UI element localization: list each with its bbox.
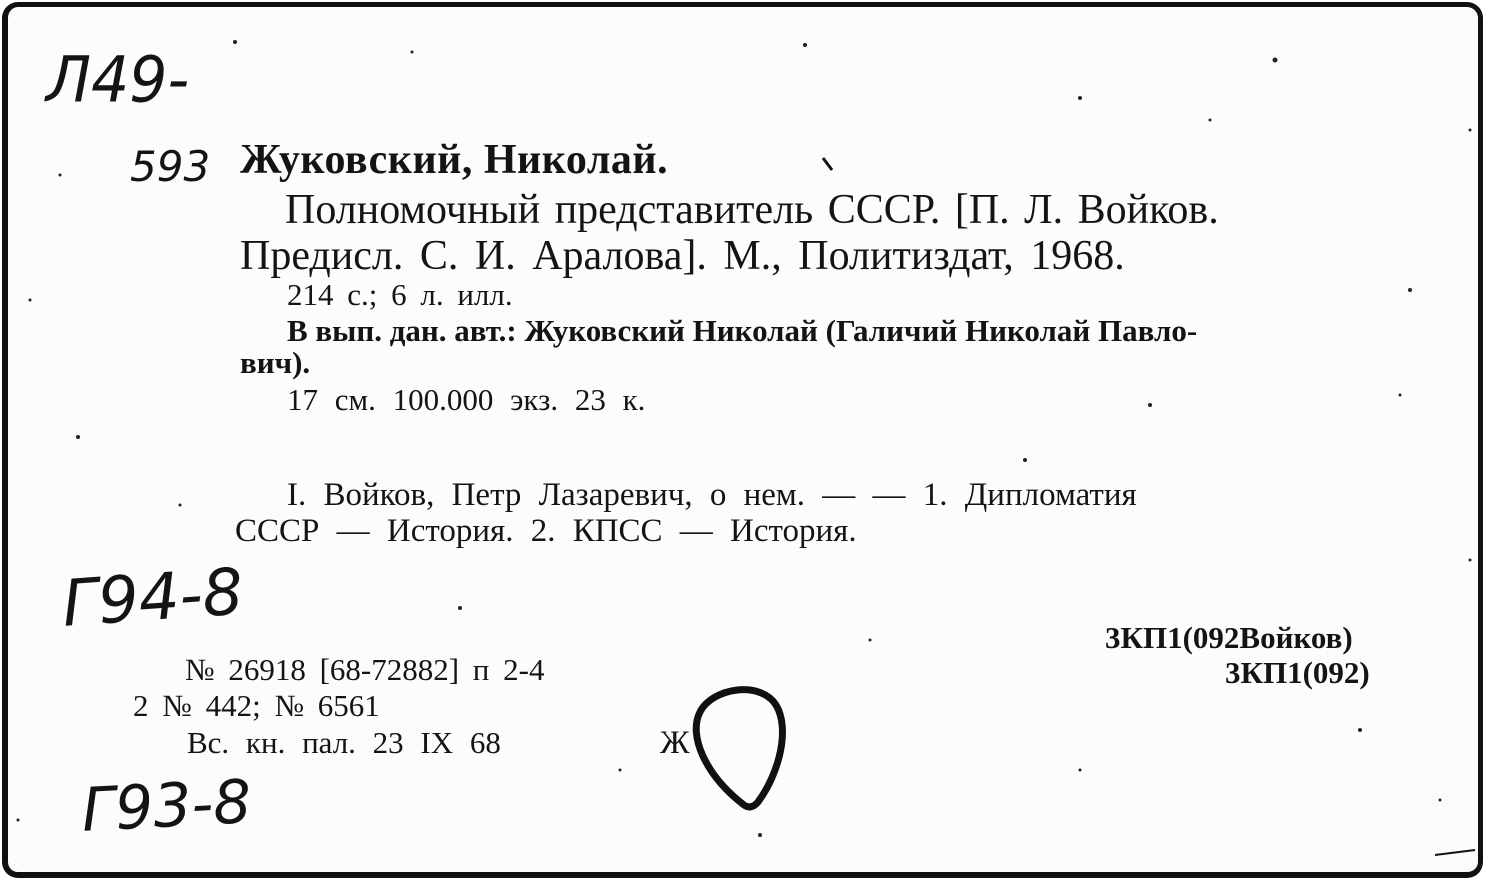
subject-headings-line-1: I. Войков, Петр Лазаревич, о нем. — — 1. Дипломатия [287, 477, 1137, 513]
publication-date: Вс. кн. пал. 23 IX 68 [187, 725, 501, 760]
collation: 214 с.; 6 л. илл. [287, 277, 513, 312]
author-note-line-2: вич). [240, 345, 311, 380]
size-and-price: 17 см. 100.000 экз. 23 к. [287, 382, 646, 417]
handwritten-mark-2: Г93-8 [80, 767, 254, 846]
hand-drawn-loop-icon [696, 690, 782, 807]
handwritten-mark-1: Г94-8 [60, 555, 246, 642]
imprint-line: Предисл. С. И. Аралова]. М., Политиздат, 1968. [240, 233, 1125, 279]
author-heading: Жуковский, Николай. [240, 137, 669, 183]
stamp-letter: Ж [660, 725, 690, 761]
classification-code-1: 3КП1(092Войков) [1105, 620, 1353, 655]
subject-headings-line-2: СССР — История. 2. КПСС — История. [235, 513, 857, 549]
copy-numbers: 2 № 442; № 6561 [133, 688, 380, 723]
title-line: Полномочный представитель СССР. [П. Л. Войков. [285, 187, 1219, 233]
call-number: 593 [130, 142, 211, 191]
author-note-line-1: В вып. дан. авт.: Жуковский Николай (Галичий Николай Павло- [287, 313, 1198, 348]
handwritten-shelf-mark: Л49- [46, 44, 190, 118]
record-number: № 26918 [68-72882] п 2-4 [185, 652, 545, 687]
classification-code-2: 3КП1(092) [1225, 655, 1370, 690]
